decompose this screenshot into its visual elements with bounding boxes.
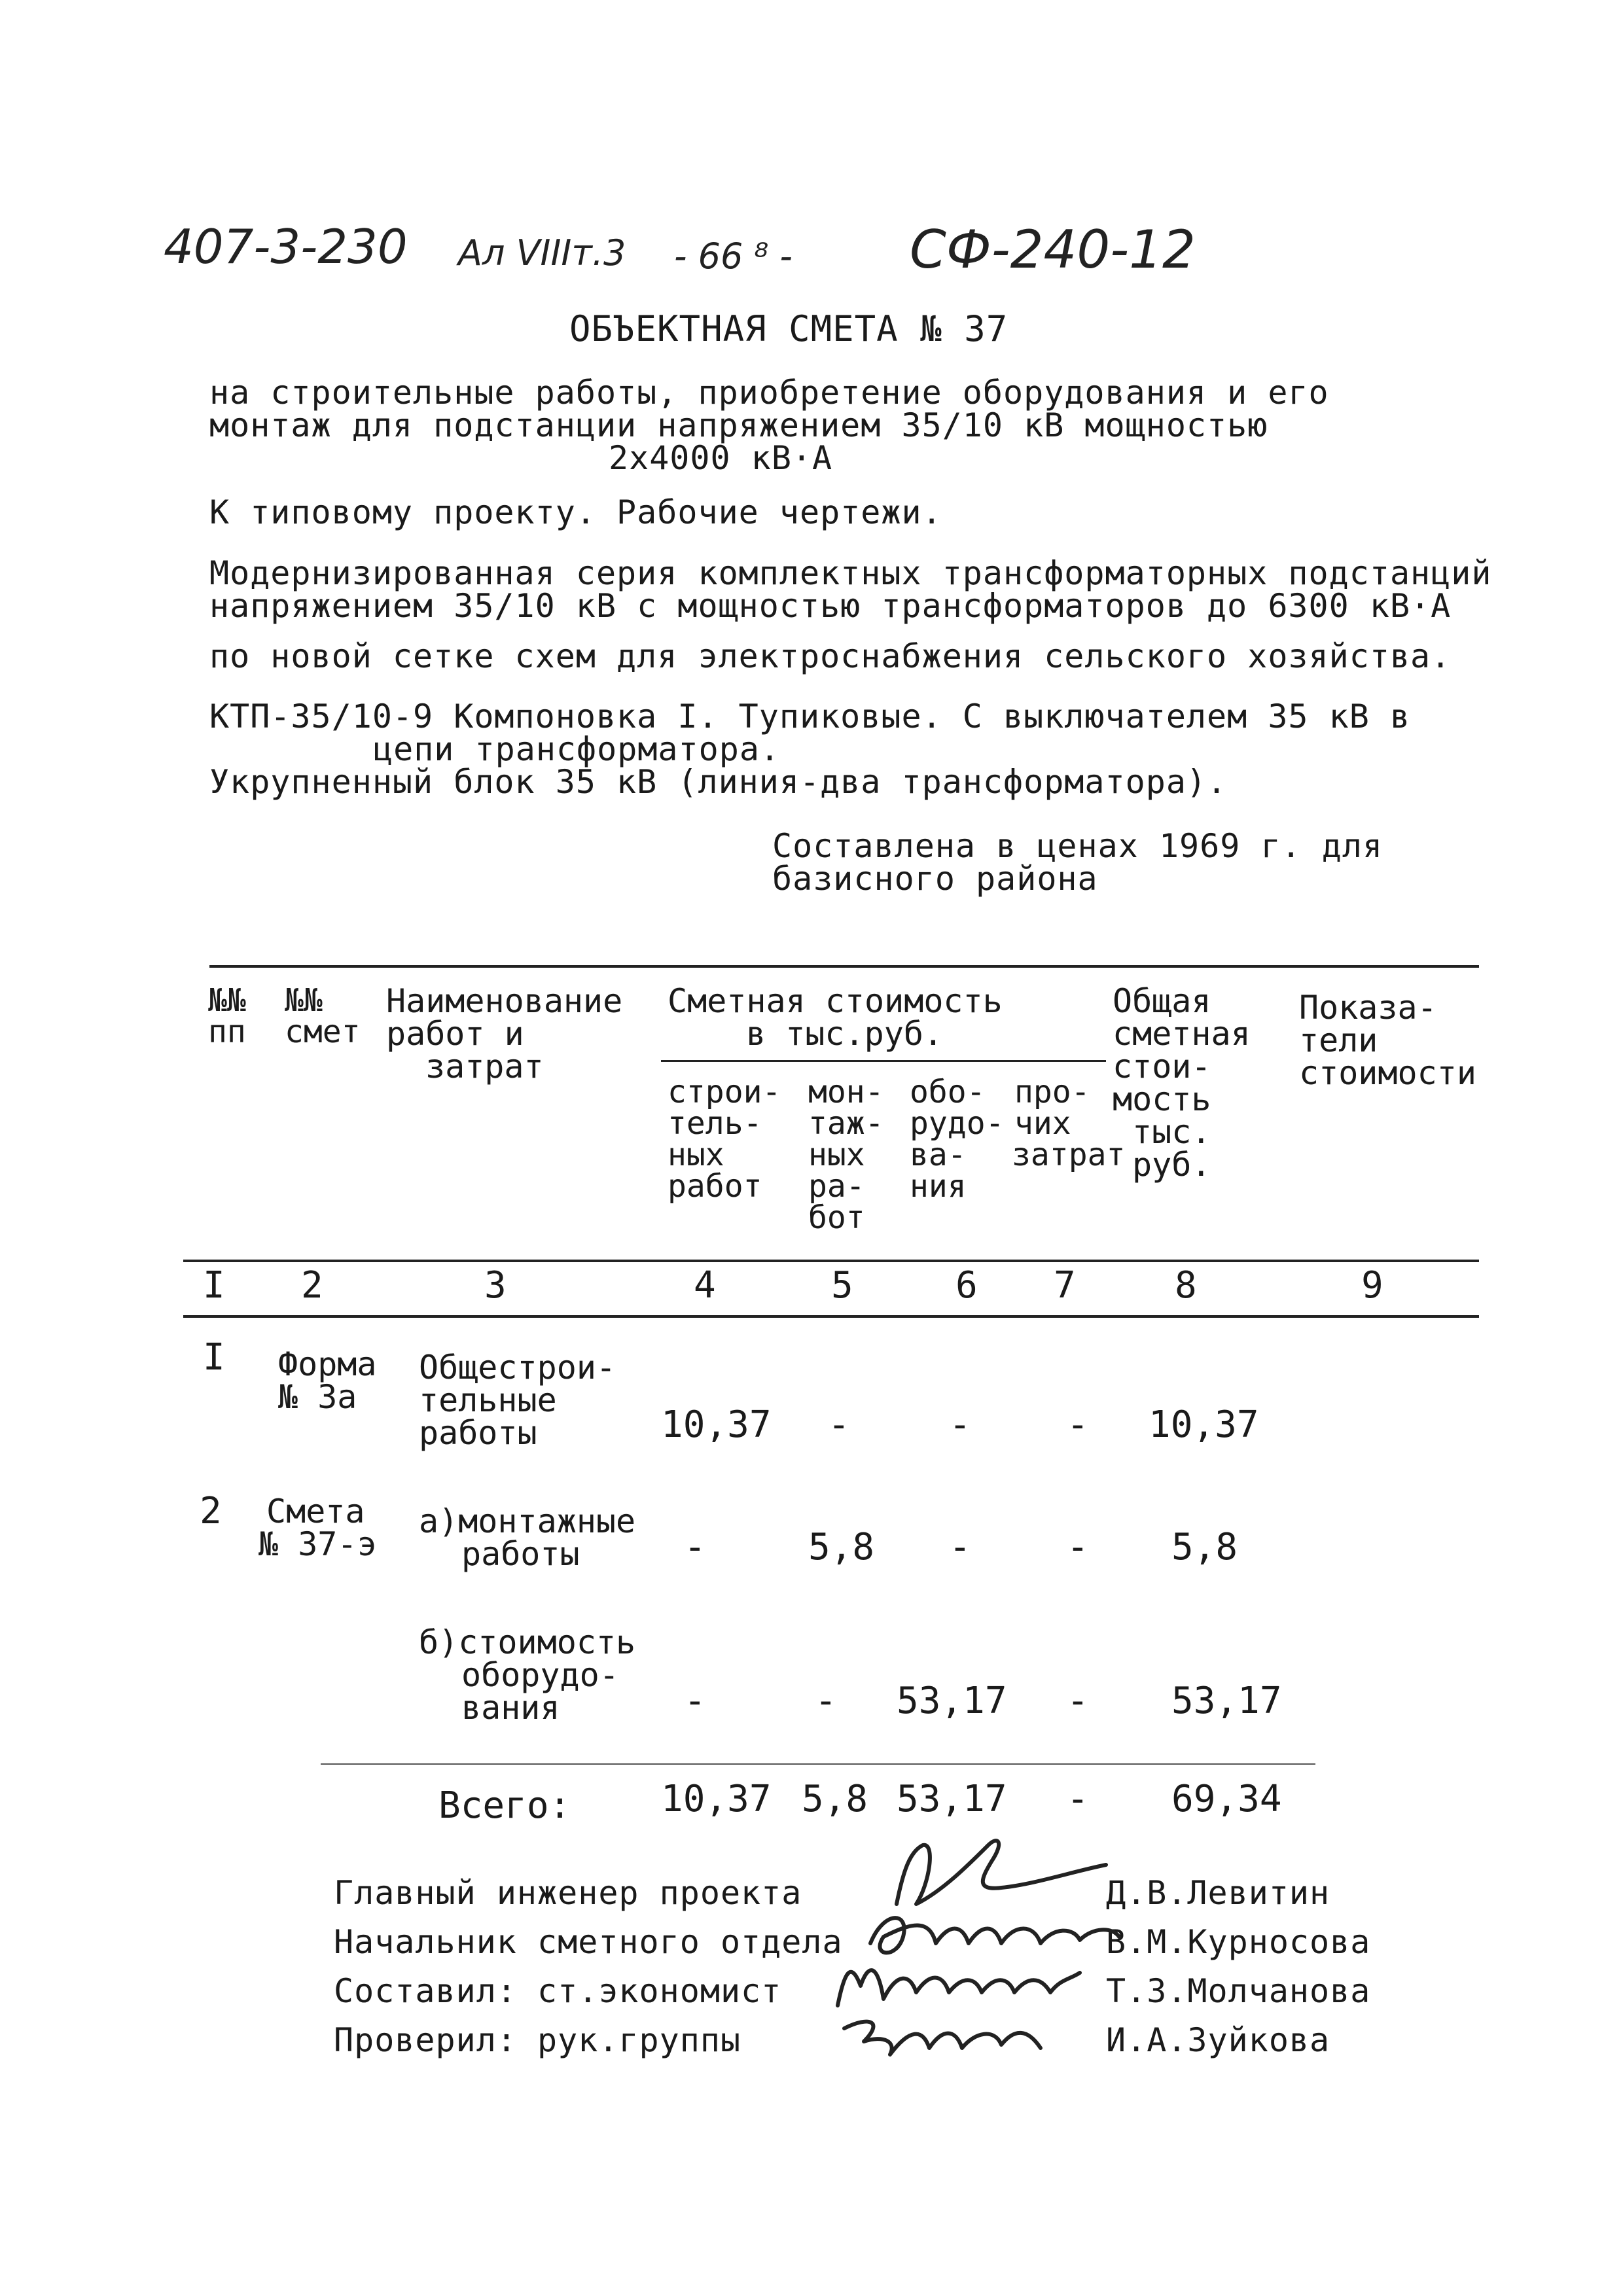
col-number: 3	[484, 1264, 507, 1307]
group-header-rule	[661, 1060, 1106, 1062]
table-row-3-other: -	[1067, 1680, 1089, 1722]
intro-line-1: на строительные работы, приобретение оборудования и его	[209, 374, 1329, 412]
table-row-2-other: -	[1067, 1526, 1089, 1568]
col4-header: строи- тель- ных работ	[668, 1074, 781, 1205]
col-number: I	[203, 1264, 225, 1307]
col-number: 6	[955, 1264, 978, 1307]
table-row-3-installation: -	[815, 1680, 837, 1722]
table-row-1-name: Общестрои- тельные работы	[419, 1349, 616, 1452]
table-row-1-construction: 10,37	[661, 1404, 772, 1446]
album-number: Ал VIIIт.3	[458, 232, 626, 274]
col-number: 4	[694, 1264, 716, 1307]
totals-rule	[321, 1763, 1315, 1765]
totals-equipment: 53,17	[897, 1778, 1007, 1820]
signature-role-1: Главный инженер проекта	[334, 1874, 802, 1912]
table-row-2-equipment: -	[949, 1526, 971, 1568]
signature-role-2: Начальник сметного отдела	[334, 1923, 843, 1961]
col6-header: обо- рудо- ва- ния	[910, 1074, 1005, 1205]
signature-name-2: В.М.Курносова	[1106, 1923, 1371, 1961]
header-bottom-rule	[183, 1260, 1479, 1262]
column-number-rule	[183, 1315, 1479, 1318]
signature-role-4: Проверил: рук.группы	[334, 2021, 741, 2059]
col-number: 7	[1054, 1264, 1076, 1307]
signature-name-4: И.А.Зуйкова	[1106, 2021, 1330, 2059]
table-row-2-name: а)монтажные работы	[419, 1502, 636, 1573]
table-row-2-num: 2	[200, 1490, 222, 1532]
table-row-3-equipment: 53,17	[897, 1680, 1007, 1722]
col3-header: Наименование работ и затрат	[386, 982, 623, 1086]
table-row-2-installation: 5,8	[808, 1526, 875, 1568]
table-row-1-equipment: -	[949, 1404, 971, 1446]
intro-line-9: цепи трансформатора.	[373, 730, 781, 768]
table-row-1-total: 10,37	[1149, 1404, 1259, 1446]
intro-line-3: 2х4000 кВ·А	[609, 439, 833, 477]
intro-line-5: Модернизированная серия комплектных трансформаторных подстанций	[209, 554, 1492, 592]
table-row-2-construction: -	[684, 1526, 706, 1568]
intro-line-4: К типовому проекту. Рабочие чертежи.	[209, 493, 942, 531]
col5-header: мон- таж- ных ра- бот	[808, 1074, 884, 1236]
totals-installation: 5,8	[802, 1778, 868, 1820]
signature-scribble-4	[831, 2002, 1054, 2074]
intro-line-10: Укрупненный блок 35 кВ (линия-два трансформатора).	[209, 763, 1228, 801]
prices-note-line-1: Составлена в ценах 1969 г. для	[772, 827, 1383, 865]
intro-line-6: напряжением 35/10 кВ с мощностью трансформаторов до 6300 кВ·А	[209, 587, 1452, 625]
col-number: 5	[831, 1264, 853, 1307]
col7-header: про- чих затрат	[1012, 1074, 1126, 1173]
table-row-1-num: I	[203, 1336, 225, 1379]
signature-name-1: Д.В.Левитин	[1106, 1874, 1330, 1912]
totals-other: -	[1067, 1778, 1089, 1820]
col1-header: №№ пп	[208, 982, 246, 1050]
col-number: 2	[301, 1264, 323, 1307]
col-number: 8	[1175, 1264, 1197, 1307]
page-number: - 66 ⁸ -	[674, 236, 793, 277]
table-top-rule	[209, 965, 1479, 968]
table-row-1-installation: -	[828, 1404, 850, 1446]
col2-header: №№ смет	[285, 982, 361, 1050]
table-row-2-total: 5,8	[1171, 1526, 1238, 1568]
table-row-3-total: 53,17	[1171, 1680, 1282, 1722]
col8-header: Общая сметная стои- мость тыс. руб.	[1113, 982, 1251, 1184]
signature-name-3: Т.З.Молчанова	[1106, 1972, 1371, 2010]
signature-role-3: Составил: ст.экономист	[334, 1972, 782, 2010]
table-row-3-name: б)стоимость оборудо- вания	[419, 1623, 636, 1727]
col-number: 9	[1361, 1264, 1383, 1307]
table-row-1-estimate: Форма № 3а	[278, 1345, 377, 1416]
totals-construction: 10,37	[661, 1778, 772, 1820]
totals-total: 69,34	[1171, 1778, 1282, 1820]
totals-label: Всего:	[438, 1784, 571, 1827]
table-row-1-other: -	[1067, 1404, 1089, 1446]
table-row-3-construction: -	[684, 1680, 706, 1722]
intro-line-8: КТП-35/10-9 Компоновка I. Тупиковые. С выключателем 35 кВ в	[209, 698, 1411, 735]
prices-note-line-2: базисного района	[772, 860, 1098, 898]
table-row-2-estimate: Смета № 37-э	[259, 1492, 377, 1563]
intro-line-2: монтаж для подстанции напряжением 35/10 кВ мощностью	[209, 406, 1268, 444]
col9-header: Показа- тели стоимости	[1299, 989, 1476, 1092]
page-title: ОБЪЕКТНАЯ СМЕТА № 37	[569, 308, 1008, 349]
document-code-right: СФ-240-12	[910, 219, 1196, 280]
intro-line-7: по новой сетке схем для электроснабжения сельского хозяйства.	[209, 637, 1452, 675]
cost-group-header: Сметная стоимость в тыс.руб.	[668, 982, 1003, 1053]
document-code-left: 407-3-230	[164, 219, 408, 274]
